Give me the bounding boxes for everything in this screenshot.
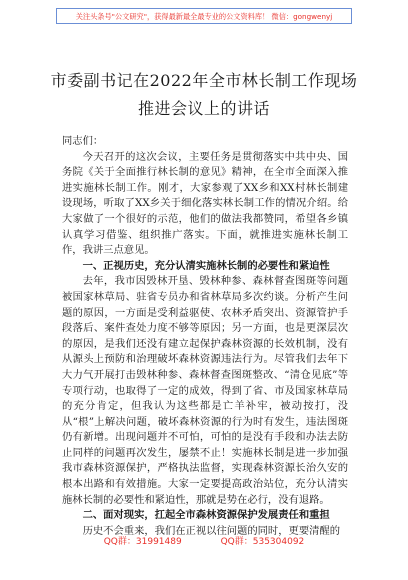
- section1-heading: 一、正视历史，充分认清实施林长制的必要性和紧迫性: [82, 259, 330, 272]
- document-body: [62, 134, 348, 539]
- intro-paragraph: 今天召开的这次会议，主要任务是贯彻落实中共中央、国务院《关于全面推行林长制的意见》精神，在全市全面深入推进实施林长制工作。刚才，大家参观了XX乡和XX村林长制建设现场，听取了XX乡关于细化落实林长制工作的情况介绍。给大家做了一个很好的示范，他们的做法我都赞同，希望各乡镇认真学习借鉴、组织推广落实。下面，就推进实施林长制工作，我讲三点意见。: [62, 150, 348, 257]
- salutation: 同志们：: [62, 135, 104, 147]
- section2-heading: 二、面对现实，扛起全市森林资源保护发展责任和重担: [82, 509, 330, 522]
- section1-paragraph: 去年，我市因毁林开垦、毁林种参、森林督查图斑等问题被国家林草局、驻省专员办和省林草局多次约谈。分析产生问题的原因，一方面是受利益驱使、农林矛盾突出、资源管护手段落后、案件查处力度不够等原因；另一方面，也是更深层次的原因，是我们还没有建立起保护森林资源的长效机制，没有从源头上预防和治理破坏森林资源违法行为。尽管我们去年下大力气开展打击毁林种参、森林督查图斑整改、“清仓见底”等专项行动，也取得了一定的成效，得到了省、市及国家林草局的充分肯定，但我认为这些都是亡羊补牢，被动按打，没从“根”上解决问题，破坏森林资源的行为时有发生，违法图斑仍有新增。出现问题并不可怕，可怕的是没有手段和办法去防止同样的问题再次发生，屡禁不止！实施林长制是进一步加强我市森林资源保护，严格执法监督，实现森林资源长治久安的根本出路和有效措施。大家一定要提高政治站位，充分认清实施林长制的必要性和紧迫性，那就是势在必行，没有退路。: [62, 275, 348, 506]
- footer-qq1: QQ群：31991489: [103, 537, 182, 547]
- document-title-line2: 推进会议上的讲话: [137, 99, 270, 118]
- section2-paragraph: 历史不会重来，我们在正视以往问题的同时，更要清醒的: [82, 524, 341, 537]
- document-title-line1: 市委副书记在2022年全市林长制工作现场: [50, 71, 358, 90]
- promo-banner: 关注头条号"公文研究"，获得最新最全最专业的公文资料库！ 微信：gongwenyj: [56, 8, 352, 24]
- footer-qq2: QQ群：535304092: [220, 537, 305, 547]
- footer-contacts: [0, 534, 408, 547]
